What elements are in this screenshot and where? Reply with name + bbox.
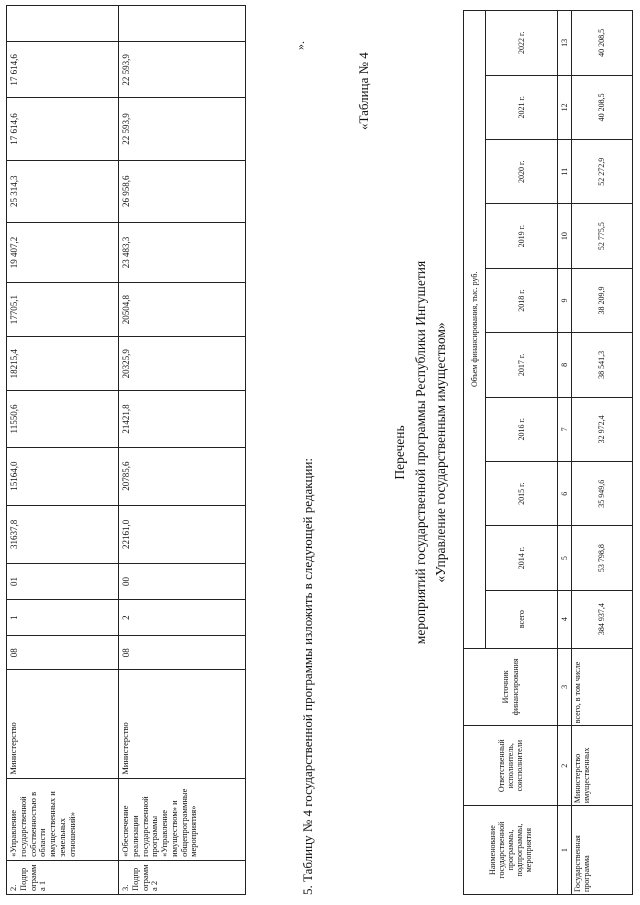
header-year: 2015 г. xyxy=(486,462,558,526)
code-cell: 08 xyxy=(7,636,119,670)
value-cell: 23 483,3 xyxy=(119,222,246,282)
heading-title: Перечень xyxy=(392,425,407,480)
lower-funding-table xyxy=(463,10,633,895)
table-row xyxy=(7,6,119,895)
value-cell: 52 775,5 xyxy=(572,204,633,268)
value-cell: 22 593,9 xyxy=(119,42,246,98)
value-cell: 20504,8 xyxy=(119,283,246,337)
code-cell: 1 xyxy=(7,600,119,636)
value-cell: 35 949,6 xyxy=(572,462,633,526)
subprogram-name: 3. Подпрограмма 2 xyxy=(119,860,246,894)
column-number: 8 xyxy=(558,333,572,397)
value-cell: 40 208,5 xyxy=(572,11,633,76)
column-number: 12 xyxy=(558,75,572,139)
code-cell: 01 xyxy=(7,563,119,599)
subprogram-title: «Обеспечение реализации государственной программы «Управление имуществом» и общепрограммные мероприятия» xyxy=(119,778,246,860)
header-name: Наименование государственной программы, подпрограммы, мероприятия xyxy=(464,806,558,895)
value-cell: 17 614,6 xyxy=(7,42,119,98)
subprogram-title: «Управление государственной собственностью в области имущественных и земельных отношений» xyxy=(7,778,119,860)
column-number: 3 xyxy=(558,648,572,726)
column-number: 2 xyxy=(558,726,572,806)
column-number: 6 xyxy=(558,462,572,526)
value-cell: 32 972,4 xyxy=(572,397,633,461)
header-row xyxy=(464,11,486,895)
header-source: Источник финансирования xyxy=(464,648,558,726)
header-funding-group: Объем финансирования, тыс. руб. xyxy=(464,11,486,649)
value-cell: 26 958,6 xyxy=(119,160,246,222)
value-cell: 38 541,3 xyxy=(572,333,633,397)
value-cell: 17705,1 xyxy=(7,283,119,337)
column-number: 5 xyxy=(558,526,572,590)
value-cell: 11550,6 xyxy=(7,391,119,447)
header-year: 2019 г. xyxy=(486,204,558,268)
table-row xyxy=(119,6,246,895)
executor-cell: Министерство xyxy=(7,670,119,778)
value-cell: 17 614,6 xyxy=(7,98,119,160)
heading-program-name: «Управление государственным имуществом» xyxy=(433,322,448,583)
column-number: 13 xyxy=(558,11,572,76)
value-cell: 53 798,8 xyxy=(572,526,633,590)
closing-quote: ». xyxy=(293,41,307,50)
column-number: 9 xyxy=(558,268,572,332)
column-number: 4 xyxy=(558,590,572,648)
column-number: 7 xyxy=(558,397,572,461)
value-cell: 19 407,2 xyxy=(7,222,119,282)
value-cell: 22 593,9 xyxy=(119,98,246,160)
table-row xyxy=(572,11,633,895)
value-cell: 52 272,9 xyxy=(572,140,633,204)
heading-subtitle: мероприятий государственной программы Республики Ингушетия xyxy=(413,260,428,645)
value-cell: 21421,8 xyxy=(119,391,246,447)
column-number: 1 xyxy=(558,806,572,895)
column-number-row xyxy=(558,11,572,895)
table-label: «Таблица № 4 xyxy=(356,52,371,130)
code-cell: 08 xyxy=(119,636,246,670)
code-cell: 00 xyxy=(119,563,246,599)
code-cell: 2 xyxy=(119,600,246,636)
header-year: 2021 г. xyxy=(486,75,558,139)
value-cell: 31637,8 xyxy=(7,505,119,563)
executor-cell: Министерство xyxy=(119,670,246,778)
value-cell: 20785,6 xyxy=(119,447,246,505)
executor-cell: Министерство имущественных xyxy=(572,726,633,806)
value-cell: 25 314,3 xyxy=(7,160,119,222)
header-year: 2020 г. xyxy=(486,140,558,204)
empty-cell xyxy=(119,6,246,42)
header-total: всего xyxy=(486,590,558,648)
header-year: 2014 г. xyxy=(486,526,558,590)
column-number: 10 xyxy=(558,204,572,268)
total-cell: 384 937,4 xyxy=(572,590,633,648)
header-executor: Ответственный исполнитель, соисполнители xyxy=(464,726,558,806)
header-year: 2017 г. xyxy=(486,333,558,397)
value-cell: 38 209,9 xyxy=(572,268,633,332)
program-name: Государственная программа xyxy=(572,806,633,895)
value-cell: 18215,4 xyxy=(7,337,119,391)
value-cell: 20325,9 xyxy=(119,337,246,391)
header-year: 2018 г. xyxy=(486,268,558,332)
column-number: 11 xyxy=(558,140,572,204)
value-cell: 22161,0 xyxy=(119,505,246,563)
empty-cell xyxy=(7,6,119,42)
subprogram-name: 2. Подпрограмма 1 xyxy=(7,860,119,894)
value-cell: 15164,0 xyxy=(7,447,119,505)
source-cell: всего, в том числе xyxy=(572,648,633,726)
upper-funding-table xyxy=(6,5,246,895)
value-cell: 40 208,5 xyxy=(572,75,633,139)
header-year: 2022 г. xyxy=(486,11,558,76)
header-year: 2016 г. xyxy=(486,397,558,461)
paragraph-5: 5. Таблицу № 4 государственной программы изложить в следующей редакции: xyxy=(300,457,315,895)
